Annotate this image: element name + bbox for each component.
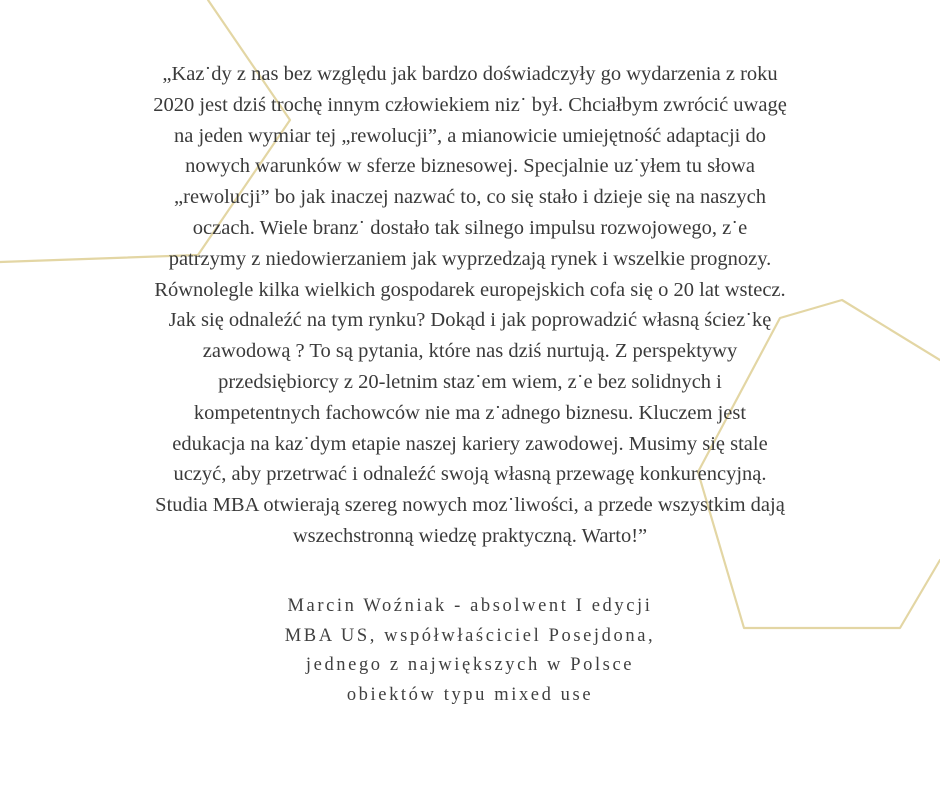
author-line: Marcin Woźniak - absolwent I edycji	[287, 596, 653, 616]
quote-line: nowych warunków w sferze biznesowej. Specjalnie uz˙yłem tu słowa	[185, 155, 755, 178]
author-line: MBA US, współwłaściciel Posejdona,	[284, 625, 656, 646]
quote-line: 2020 jest dziś trochę innym człowiekiem niz˙ był. Chciałbym zwrócić uwagę	[153, 93, 787, 116]
quote-line: uczyć, aby przetrwać i odnaleźć swoją własną przewagę konkurencyjną.	[173, 463, 767, 486]
quote-line: przedsiębiorcy z 20-letnim staz˙em wiem, z˙e bez solidnych i	[218, 370, 722, 393]
quote-line: Studia MBA otwierają szereg nowych moz˙liwości, a przede wszystkim dają	[155, 494, 785, 517]
quote-line: na jeden wymiar tej „rewolucji”, a mianowicie umiejętność adaptacji do	[174, 124, 766, 147]
quote-line: patrzymy z niedowierzaniem jak wyprzedzają rynek i wszelkie prognozy.	[168, 247, 772, 270]
quote-line: kompetentnych fachowców nie ma z˙adnego biznesu. Kluczem jest	[193, 401, 747, 424]
quote-line: wszechstronną wiedzę praktyczną. Warto!”	[292, 524, 648, 547]
author-line: obiektów typu mixed use	[346, 684, 594, 705]
quote-line: Jak się odnaleźć na tym rynku? Dokąd i jak poprowadzić własną ściez˙kę	[168, 309, 772, 332]
quote-line: oczach. Wiele branz˙ dostało tak silnego impulsu rozwojowego, z˙e	[192, 216, 748, 239]
quote-line: Równolegle kilka wielkich gospodarek europejskich cofa się o 20 lat wstecz.	[154, 278, 786, 301]
quote-line: „rewolucji” bo jak inaczej nazwać to, co się stało i dzieje się na naszych	[174, 186, 766, 209]
author-attribution	[170, 592, 770, 710]
testimonial-quote	[50, 59, 890, 552]
quote-line: edukacja na kaz˙dym etapie naszej kariery zawodowej. Musimy się stale	[172, 432, 768, 455]
quote-line: „Kaz˙dy z nas bez względu jak bardzo doświadczyły go wydarzenia z roku	[162, 63, 778, 85]
author-line: jednego z największych w Polsce	[305, 655, 635, 675]
quote-line: zawodową ? To są pytania, które nas dziś nurtują. Z perspektywy	[202, 340, 738, 363]
